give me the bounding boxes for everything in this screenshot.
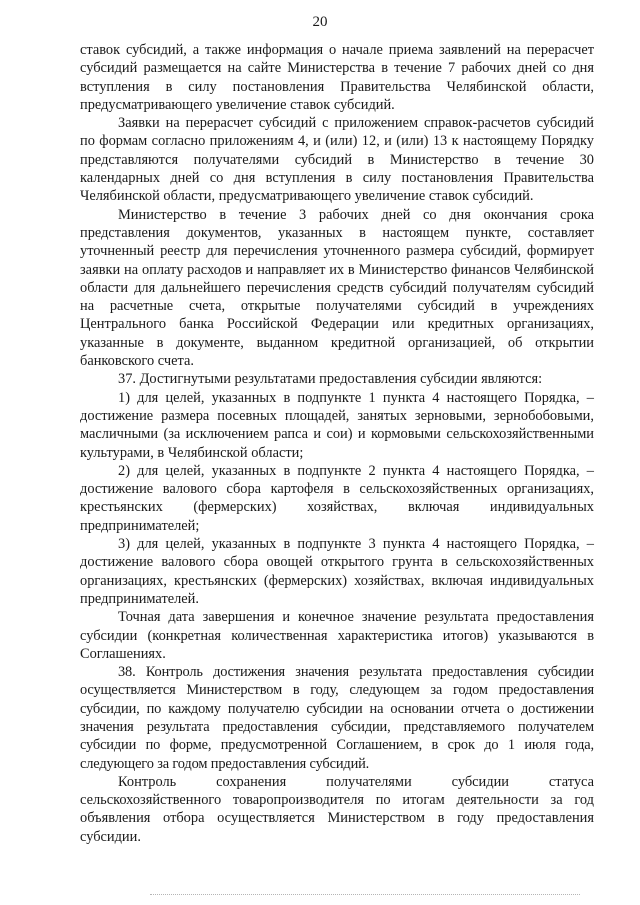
paragraph-continuation: ставок субсидий, а также информация о начале приема заявлений на перерасчет субсидий размещается на сайте Министерства в течение 7 рабочих дней со дня вступления в силу постановления Правительства Челябинской области, предусматривающего увеличение ставок субсидий. xyxy=(80,42,594,113)
paragraph-37-heading: 37. Достигнутыми результатами предоставления субсидии являются: xyxy=(118,371,543,388)
scan-edge-line xyxy=(150,894,580,896)
document-body xyxy=(80,41,594,846)
paragraph-status-control-rest: сельскохозяйственного товаропроизводителя по итогам деятельности за год объявления отбора осуществляется Министерством в году предоставления субсидии. xyxy=(80,792,594,845)
paragraph-exact-date: Точная дата завершения и конечное значение результата предоставления субсидии (конкретная количественная характеристика итогов) указываются в Соглашениях. xyxy=(80,609,594,662)
paragraph-recalculation-requests: Заявки на перерасчет субсидий с приложением справок-расчетов субсидий по формам согласно приложениям 4, и (или) 12, и (или) 13 к настоящему Порядку представляются получателями субсидий в Министерство в течение 30 календарных дней со дня вступления в силу постановления Правительства Челябинской области, предусматривающего увеличение ставок субсидий. xyxy=(80,115,594,205)
paragraph-status-control-first-line: Контроль сохранения получателями субсидии статуса xyxy=(118,773,594,790)
paragraph-ministry-register: Министерство в течение 3 рабочих дней со дня окончания срока представления документов, указанных в настоящем пункте, составляет уточненный реестр для перечисления уточненного размера субсидий, формирует заявки на оплату расходов и направляет их в Министерство финансов Челябинской области для дальнейшего перечисления средств субсидий получателям субсидий на расчетные счета, открытые получателями субсидий в учреждениях Центрального банка Российской Федерации или кредитных организациях, указанные в документе, выданном кредитной организацией, об открытии банковского счета. xyxy=(80,206,594,370)
page-number: 20 xyxy=(312,14,328,30)
paragraph-38-control: 38. Контроль достижения значения результата предоставления субсидии осуществляется Министерством в году, следующем за годом предоставления субсидии, по каждому получателю субсидии на основании отчета о достижении значения результата предоставления субсидии, представляемого получателем субсидии по форме, предусмотренной Соглашением, в срок до 1 июля года, следующего за годом предоставления субсидий. xyxy=(80,664,594,772)
list-item-2: 2) для целей, указанных в подпункте 2 пункта 4 настоящего Порядка, – достижение валового сбора картофеля в сельскохозяйственных организациях, крестьянских (фермерских) хозяйствах, включая индивидуальных предпринимателей; xyxy=(80,462,594,534)
list-item-1: 1) для целей, указанных в подпункте 1 пункта 4 настоящего Порядка, – достижение размера посевных площадей, занятых зерновыми, зернобобовыми, масличными (за исключением рапса и сои) и кормовыми сельскохозяйственными культурами, в Челябинской области; xyxy=(80,389,594,461)
list-item-3: 3) для целей, указанных в подпункте 3 пункта 4 настоящего Порядка, – достижение валового сбора овощей открытого грунта в сельскохозяйственных организациях, крестьянских (фермерских) хозяйствах, включая индивидуальных предпринимателей. xyxy=(80,536,594,607)
